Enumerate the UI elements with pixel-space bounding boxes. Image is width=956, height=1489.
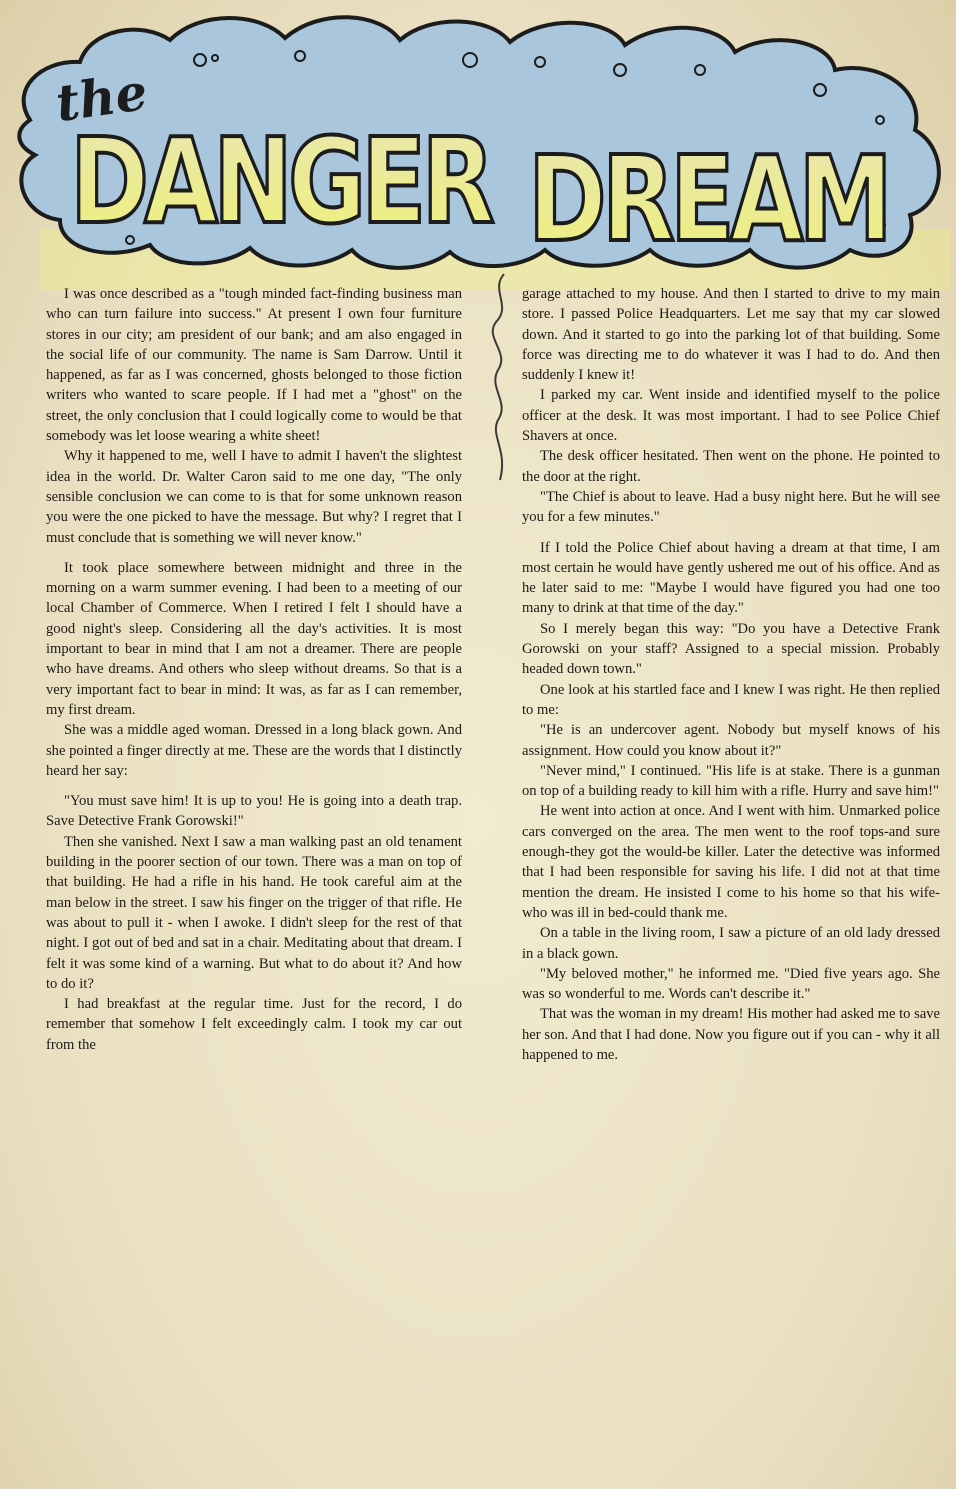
paragraph: I had breakfast at the regular time. Just for the record, I do remember that somehow I felt exceedingly calm. I took my car out from the	[46, 996, 462, 1053]
paragraph: garage attached to my house. And then I started to drive to my main store. I passed Police Headquarters. Let me say that my car slowed down. And it started to go into the parking lot of that building. Some force was directing me to do whatever it was I had to do. And then suddenly I knew it!	[522, 286, 940, 384]
paragraph: Why it happened to me, well I have to admit I haven't the slightest idea in the world. Dr. Walter Caron said to me one day, "The only sensible conclusion we can come to is that for some unknown reason you were the one picked to have the message. But why? I regret that I must conclude that is something we will never know."	[46, 448, 462, 546]
paragraph: "He is an undercover agent. Nobody but myself knows of his assignment. How could you know about it?"	[522, 722, 940, 759]
paragraph: If I told the Police Chief about having a dream at that time, I am most certain he would have gently ushered me out of his office. And as he later said to me: "Maybe I would have figured you had one too many to drink at that time of the day."	[522, 539, 940, 617]
paragraph: That was the woman in my dream! His mother had asked me to save her son. And that I had done. Now you figure out if you can - why it all happened to me.	[522, 1006, 941, 1063]
title-cloud-art	[0, 0, 956, 290]
story-column-left	[46, 284, 462, 1055]
paragraph: I parked my car. Went inside and identified myself to the police officer at the desk. It was most important. I had to see Police Chief Shavers at once.	[522, 387, 940, 445]
paragraph: "Never mind," I continued. "His life is at stake. There is a gunman on top of a building ready to kill him with a rifle. Hurry and save him!"	[522, 762, 940, 800]
paragraph: She was a middle aged woman. Dressed in a long black gown. And she pointed a finger directly at me. These are the words that I distinctly heard her say:	[46, 722, 462, 779]
paragraph: The desk officer hesitated. Then went on the phone. He pointed to the door at the right.	[522, 448, 940, 485]
column-divider-scribble	[486, 270, 516, 490]
paragraph: "You must save him! It is up to you! He is going into a death trap. Save Detective Frank Gorowski!"	[46, 793, 462, 830]
paragraph: On a table in the living room, I saw a picture of an old lady dressed in a black gown.	[522, 925, 940, 962]
title-word-dream: DREAM	[528, 130, 888, 268]
paragraph: It took place somewhere between midnight and three in the morning on a warm summer evening. I had been to a meeting of our local Chamber of Commerce. When I retired I felt I should have a good night's sleep. Considering all the day's activities. It is most important to bear in mind that I am not a dreamer. There are people who have dreams. And others who sleep without dreams. So that is a very important fact to bear in mind: It was, as far as I can remember, my first dream.	[46, 559, 462, 718]
paragraph: So I merely began this way: "Do you have a Detective Frank Gorowski on your staff? Assigned to a special mission. Probably headed down town."	[522, 620, 940, 678]
paragraph: "The Chief is about to leave. Had a busy night here. But he will see you for a few minutes."	[522, 488, 940, 526]
paragraph: He went into action at once. And I went with him. Unmarked police cars converged on the area. The men went to the roof tops-and sure enough-they got the would-be killer. Later the detective was informed that I had been responsible for saving his life. I did not at that time mention the dream. He insisted I come to his home so that his wife-who was ill in bed-could thank me.	[522, 803, 940, 921]
paragraph: One look at his startled face and I knew I was right. He then replied to me:	[522, 681, 940, 718]
title-prefix: the	[52, 61, 151, 134]
paragraph: I was once described as a "tough minded fact-finding business man who can turn failure into success." At present I own four furniture stores in our city; am president of our bank; and am also engaged in the social life of our community. The name is Sam Darrow. Until it happened, as far as I was concerned, ghosts belonged to those fiction writers who wanted to scare people. If I had met a "ghost" on the street, the only conclusion that I could logically come to would be that somebody was let loose wearing a white sheet!	[46, 286, 462, 445]
paragraph: "My beloved mother," he informed me. "Died five years ago. She was so wonderful to me. Words can't describe it."	[522, 965, 940, 1003]
title-word-danger: DANGER	[70, 112, 494, 250]
story-column-right	[522, 284, 940, 1065]
paragraph: Then she vanished. Next I saw a man walking past an old tenament building in the poorer section of our town. There was a man on top of that building. He had a rifle in his hand. He took careful aim at the man below in the street. I saw his finger on the trigger of that rifle. He was about to pull it - when I awoke. I didn't sleep for the rest of that night. I got out of bed and sat in a chair. Meditating about that dream. I felt it was some kind of a warning. But what to do about it? And how to do it?	[46, 833, 462, 992]
